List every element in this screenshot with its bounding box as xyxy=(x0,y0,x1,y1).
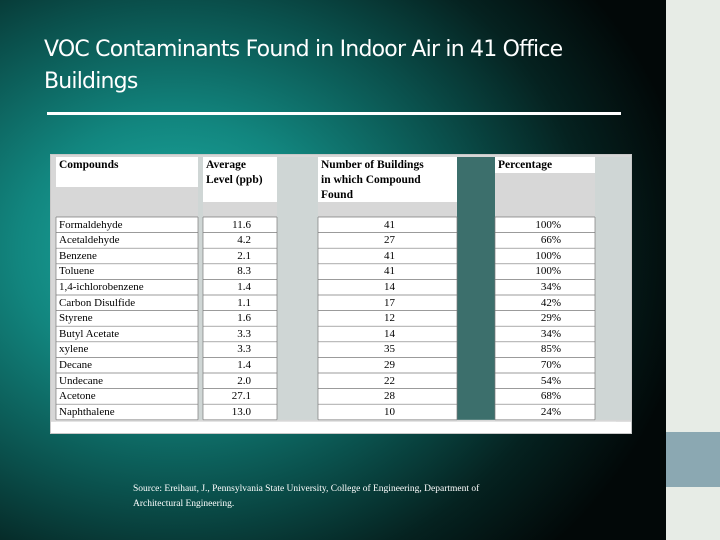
table-cell-buildings: 29 xyxy=(384,358,395,371)
table-cell-average: 2.1 xyxy=(237,249,251,262)
slide-title: VOC Contaminants Found in Indoor Air in 41 Office Buildings xyxy=(44,37,563,94)
table-cell-percentage: 34% xyxy=(540,327,561,340)
table-cell-percentage: 34% xyxy=(540,280,561,293)
table-cell-percentage: 68% xyxy=(540,390,561,403)
right-side-bar xyxy=(666,0,720,540)
right-accent-block xyxy=(666,432,720,487)
header-average-line-2: Level (ppb) xyxy=(206,174,263,186)
table-cell-compound: Benzene xyxy=(59,249,97,262)
table-cell-buildings: 41 xyxy=(384,218,395,231)
table-cell-compound: 1,4-ichlorobenzene xyxy=(59,280,144,293)
header-buildings-line-3: Found xyxy=(321,189,353,201)
source-line-2: Architectural Engineering. xyxy=(133,499,235,509)
table-cell-compound: Butyl Acetate xyxy=(59,327,120,340)
table-cell-compound: xylene xyxy=(59,343,89,356)
voc-table-image xyxy=(50,154,632,434)
table-cell-percentage: 85% xyxy=(540,343,561,356)
table-cell-average: 1.1 xyxy=(237,296,251,309)
table-cell-average: 3.3 xyxy=(237,327,251,340)
table-cell-average: 13.0 xyxy=(231,405,251,418)
table-cell-buildings: 41 xyxy=(384,265,395,278)
table-cell-buildings: 12 xyxy=(384,312,395,325)
table-cell-percentage: 100% xyxy=(535,218,561,231)
table-cell-percentage: 42% xyxy=(540,296,561,309)
table-cell-percentage: 100% xyxy=(535,265,561,278)
table-cell-compound: Acetone xyxy=(59,390,96,403)
table-cell-average: 11.6 xyxy=(232,218,251,231)
table-cell-percentage: 100% xyxy=(535,249,561,262)
table-cell-buildings: 10 xyxy=(384,405,395,418)
header-percentage: Percentage xyxy=(498,159,553,171)
table-cell-buildings: 17 xyxy=(384,296,395,309)
table-cell-average: 1.4 xyxy=(237,358,251,371)
table-cell-average: 27.1 xyxy=(231,390,251,403)
table-cell-compound: Undecane xyxy=(59,374,103,387)
table-cell-average: 1.6 xyxy=(237,312,251,325)
table-cell-percentage: 24% xyxy=(540,405,561,418)
table-cell-compound: Formaldehyde xyxy=(59,218,123,231)
title-divider xyxy=(47,112,621,115)
header-buildings-line-2: in which Compound xyxy=(321,174,421,186)
table-cell-buildings: 14 xyxy=(384,327,395,340)
table-cell-compound: Toluene xyxy=(59,265,95,278)
table-cell-percentage: 54% xyxy=(540,374,561,387)
table-cell-buildings: 14 xyxy=(384,280,395,293)
table-cell-average: 8.3 xyxy=(237,265,251,278)
header-compounds: Compounds xyxy=(59,159,119,171)
table-cell-compound: Decane xyxy=(59,358,92,371)
source-line-1: Source: Ereihaut, J., Pennsylvania State University, College of Engineering, Department of xyxy=(133,484,480,494)
table-cell-percentage: 29% xyxy=(540,312,561,325)
table-cell-average: 4.2 xyxy=(237,234,251,247)
table-cell-average: 1.4 xyxy=(237,280,251,293)
header-average-line-1: Average xyxy=(206,159,247,171)
table-cell-buildings: 41 xyxy=(384,249,395,262)
table-cell-percentage: 66% xyxy=(540,234,561,247)
table-cell-compound: Carbon Disulfide xyxy=(59,296,136,309)
table-cell-percentage: 70% xyxy=(540,358,561,371)
table-cell-compound: Naphthalene xyxy=(59,405,115,418)
table-cell-buildings: 28 xyxy=(384,390,395,403)
table-cell-compound: Acetaldehyde xyxy=(59,234,120,247)
table-cell-buildings: 35 xyxy=(384,343,395,356)
voc-table-text xyxy=(51,155,631,433)
table-cell-average: 2.0 xyxy=(237,374,251,387)
table-cell-compound: Styrene xyxy=(59,312,93,325)
table-cell-buildings: 22 xyxy=(384,374,395,387)
table-cell-buildings: 27 xyxy=(384,234,395,247)
table-cell-average: 3.3 xyxy=(237,343,251,356)
source-citation xyxy=(133,482,553,512)
header-buildings-line-1: Number of Buildings xyxy=(321,159,424,171)
